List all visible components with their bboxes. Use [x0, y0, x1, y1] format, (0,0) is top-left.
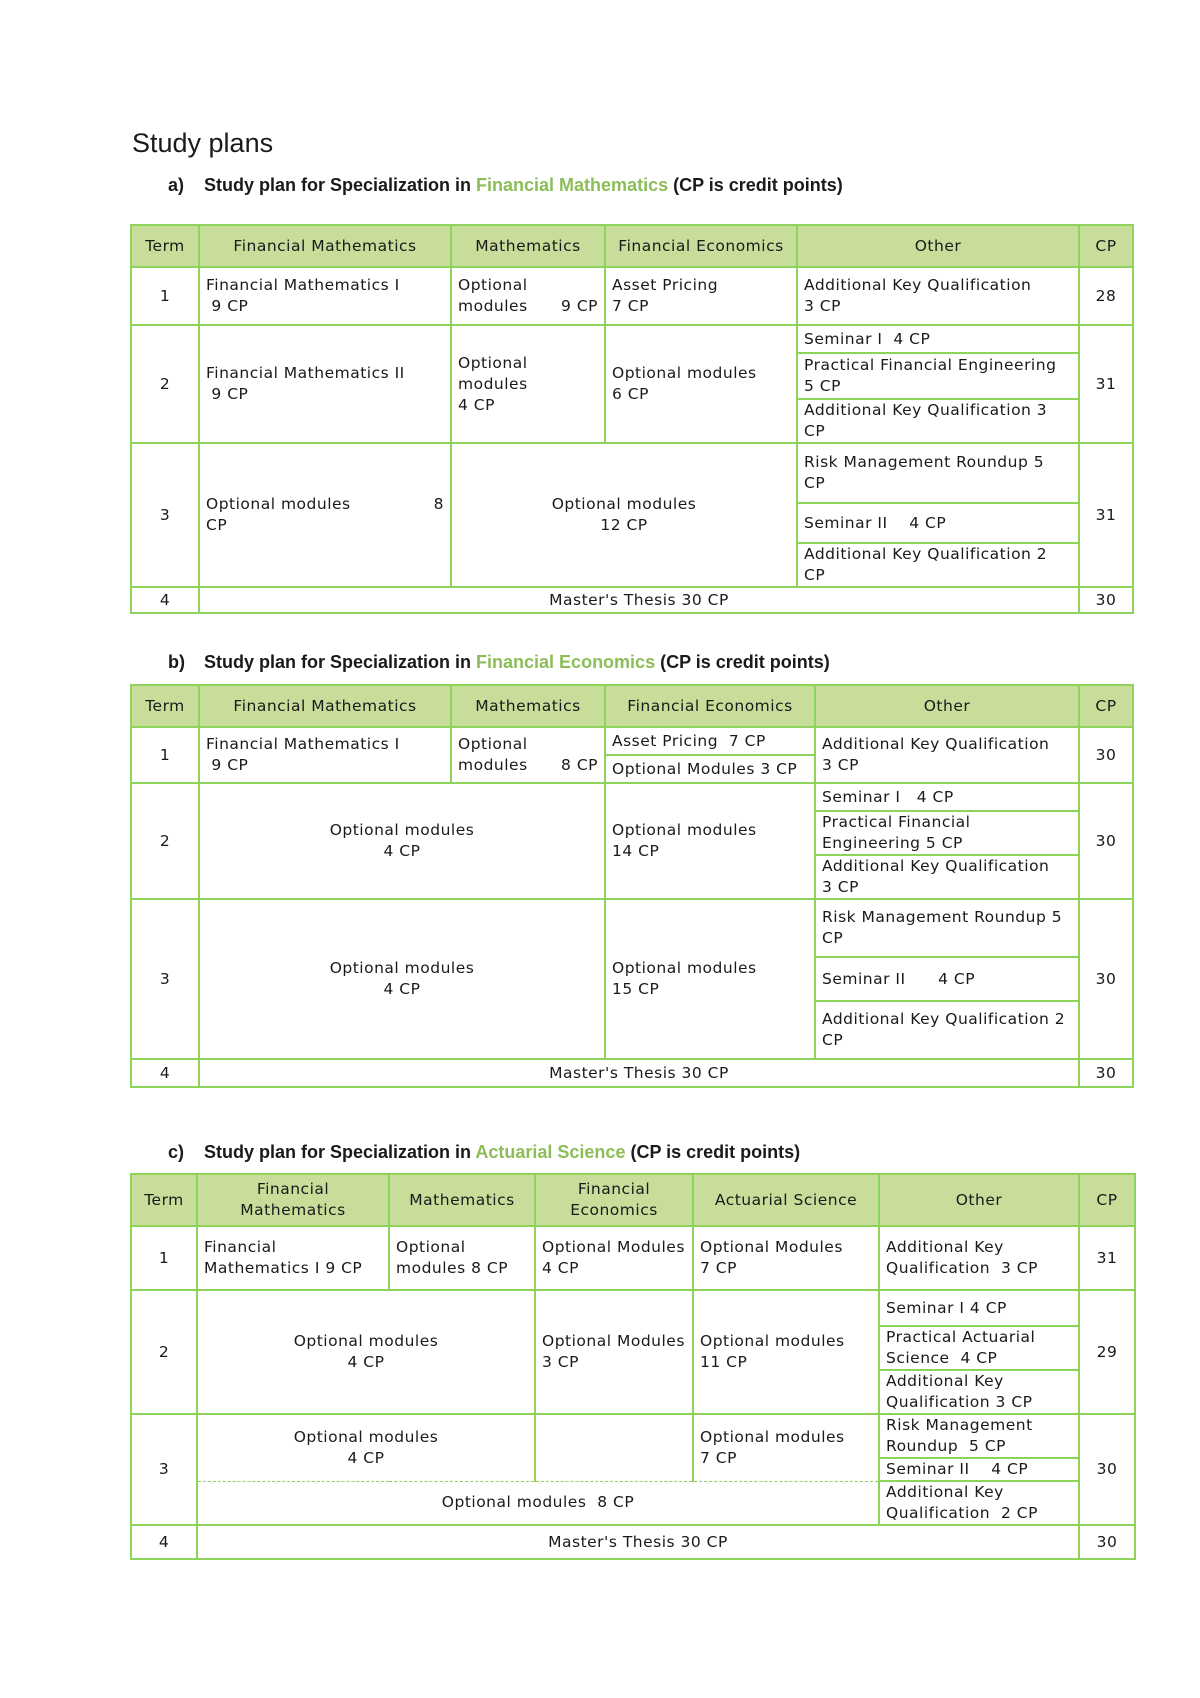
term-number: 2	[131, 1290, 197, 1414]
section-letter: c)	[168, 1142, 185, 1162]
study-plan-table-b	[130, 684, 1134, 1088]
cp-cell: 31	[1079, 443, 1133, 587]
cell-line: 7 CP	[700, 1259, 737, 1277]
header-cp: CP	[1079, 225, 1133, 267]
cell-line: Optional modules	[551, 495, 697, 513]
cell-line: Optional	[458, 353, 528, 372]
header-mathematics: Mathematics	[451, 685, 605, 727]
cell-line: Optional	[458, 735, 528, 753]
cell-line: Practical Financial	[822, 813, 971, 831]
cell-line: Risk Management Roundup 5	[822, 908, 1063, 926]
cell-line: Additional Key Qualification	[822, 857, 1050, 875]
cell-line: modules 8 CP	[396, 1259, 509, 1277]
cell-line: Financial Mathematics I	[206, 735, 400, 753]
cp-cell: 30	[1079, 899, 1133, 1059]
cell-line: Engineering 5 CP	[822, 834, 963, 852]
header-financial-economics	[535, 1174, 693, 1226]
merged-optional-cell	[199, 783, 605, 899]
header-row	[131, 225, 1133, 267]
cp-cell: 31	[1079, 325, 1133, 443]
term-number: 1	[131, 727, 199, 783]
term-row	[131, 1290, 1135, 1326]
cell-line: 9 CP	[206, 297, 249, 315]
cell-line: 9 CP	[206, 385, 249, 403]
header-row	[131, 685, 1133, 727]
term-number: 4	[131, 1525, 197, 1559]
fe-subcell: Optional Modules 3 CP	[605, 755, 815, 783]
cell-line: Risk Management	[886, 1416, 1033, 1434]
term-number: 4	[131, 1059, 199, 1087]
cell-line: Financial	[204, 1238, 277, 1256]
fe-empty-cell	[535, 1414, 693, 1481]
cp-cell: 29	[1079, 1290, 1135, 1414]
section-b-heading	[168, 652, 830, 673]
cell-line: Optional modules	[293, 1427, 439, 1446]
other-subcell	[815, 1001, 1079, 1059]
other-subcell	[879, 1414, 1079, 1458]
other-subcell	[879, 1481, 1079, 1525]
cell-line: 4 CP	[383, 980, 421, 998]
other-subcell	[879, 1370, 1079, 1414]
fe-subcell: Asset Pricing 7 CP	[605, 727, 815, 755]
fm-cell	[199, 267, 451, 325]
cell-line: Optional Modules	[700, 1238, 843, 1256]
cell-line: CP	[822, 929, 844, 947]
term-number: 1	[131, 267, 199, 325]
other-subcell	[797, 353, 1079, 399]
heading-suffix: (CP is credit points)	[668, 175, 843, 195]
cell-line: 4 CP	[347, 1448, 385, 1467]
section-letter: a)	[168, 175, 185, 195]
cell-line: Optional modules	[293, 1332, 439, 1350]
fm-cell	[199, 443, 451, 587]
header-line: Financial	[577, 1180, 651, 1198]
fe-cell	[605, 267, 797, 325]
cell-line: 3 CP	[822, 756, 859, 774]
cell-text: 8 CP	[561, 756, 598, 774]
cell-text: modules	[458, 297, 528, 315]
term-row	[131, 587, 1133, 613]
header-line: Mathematics	[240, 1201, 346, 1219]
other-cell	[879, 1226, 1079, 1290]
other-subcell	[797, 443, 1079, 503]
other-subcell	[815, 855, 1079, 899]
cell-line: 4 CP	[383, 842, 421, 860]
merged-optional-cell	[199, 899, 605, 1059]
term-number: 2	[131, 783, 199, 899]
other-subcell: Seminar I 4 CP	[815, 783, 1079, 811]
math-cell	[451, 325, 605, 443]
section-a-heading	[168, 175, 843, 196]
cell-text: 8	[433, 495, 444, 513]
cell-line: CP	[804, 474, 826, 492]
term-row	[131, 899, 1133, 957]
header-term: Term	[131, 1174, 197, 1226]
math-cell	[451, 727, 605, 783]
fe-cell	[605, 325, 797, 443]
heading-suffix: (CP is credit points)	[625, 1142, 801, 1162]
math-cell	[451, 267, 605, 325]
header-actuarial-science: Actuarial Science	[693, 1174, 879, 1226]
header-row	[131, 1174, 1135, 1226]
cell-line: 12 CP	[600, 516, 648, 534]
other-subcell	[815, 811, 1079, 855]
as-cell	[693, 1414, 879, 1481]
term-row	[131, 325, 1133, 353]
cell-line-split	[458, 755, 598, 776]
cp-cell: 30	[1079, 1414, 1135, 1525]
term-number: 2	[131, 325, 199, 443]
other-subcell: Additional Key Qualification 3 CP	[797, 399, 1079, 443]
header-other: Other	[815, 685, 1079, 727]
header-financial-economics: Financial Economics	[605, 685, 815, 727]
other-cell	[797, 267, 1079, 325]
header-financial-economics: Financial Economics	[605, 225, 797, 267]
header-other: Other	[797, 225, 1079, 267]
cell-line: 4 CP	[458, 395, 495, 414]
sub-row	[131, 1481, 1135, 1504]
cp-cell: 30	[1079, 587, 1133, 613]
cell-line: 4 CP	[542, 1259, 579, 1277]
cell-line: 3 CP	[542, 1353, 579, 1371]
other-subcell	[815, 899, 1079, 957]
header-mathematics: Mathematics	[389, 1174, 535, 1226]
cell-line: 3 CP	[804, 297, 841, 315]
fe-cell	[535, 1226, 693, 1290]
heading-suffix: (CP is credit points)	[655, 652, 830, 672]
cell-line: Qualification 3 CP	[886, 1259, 1038, 1277]
fe-cell	[535, 1290, 693, 1414]
other-subcell: Seminar II 4 CP	[879, 1458, 1079, 1481]
cell-line: CP	[822, 1031, 844, 1049]
merged-optional-cell	[197, 1290, 535, 1414]
term-number: 3	[131, 899, 199, 1059]
header-mathematics: Mathematics	[451, 225, 605, 267]
cell-text: Optional modules	[206, 495, 351, 513]
cell-line: Roundup 5 CP	[886, 1437, 1007, 1455]
math-cell	[389, 1226, 535, 1290]
cell-line: Optional modules	[612, 821, 757, 839]
cell-line: Additional Key	[886, 1238, 1004, 1256]
cell-line: Optional modules	[329, 959, 475, 977]
term-number: 3	[131, 443, 199, 587]
header-financial-mathematics: Financial Mathematics	[199, 225, 451, 267]
cell-line: Financial Mathematics I	[206, 276, 400, 294]
heading-highlight: Financial Economics	[476, 652, 656, 672]
fe-cell	[605, 899, 815, 1059]
term-row	[131, 267, 1133, 325]
cell-line: Optional	[458, 276, 528, 294]
header-financial-mathematics: Financial Mathematics	[199, 685, 451, 727]
cell-line: Qualification 2 CP	[886, 1504, 1038, 1522]
thesis-cell: Master's Thesis 30 CP	[199, 1059, 1079, 1087]
term-row	[131, 727, 1133, 755]
cell-line: Additional Key	[886, 1483, 1004, 1501]
as-cell	[693, 1290, 879, 1414]
cp-cell: 31	[1079, 1226, 1135, 1290]
fm-cell	[199, 727, 451, 783]
cp-cell: 28	[1079, 267, 1133, 325]
header-term: Term	[131, 225, 199, 267]
cell-line: Financial Mathematics II	[206, 364, 405, 382]
fm-cell	[197, 1226, 389, 1290]
cell-line-split	[206, 494, 444, 515]
other-subcell: Seminar I 4 CP	[797, 325, 1079, 353]
cell-line: Additional Key	[886, 1372, 1004, 1390]
term-row	[131, 1226, 1135, 1290]
thesis-cell: Master's Thesis 30 CP	[199, 587, 1079, 613]
cell-line: Additional Key Qualification	[804, 276, 1032, 294]
cell-line: Optional modules	[700, 1427, 845, 1446]
cell-line: Optional modules	[700, 1332, 845, 1350]
term-number: 1	[131, 1226, 197, 1290]
as-cell	[693, 1226, 879, 1290]
cell-text: 9 CP	[561, 297, 598, 315]
cell-line: Optional Modules	[542, 1332, 685, 1350]
heading-prefix: Study plan for Specialization in	[204, 175, 477, 195]
fe-cell	[605, 783, 815, 899]
cell-line: Mathematics I 9 CP	[204, 1259, 363, 1277]
cell-line: Risk Management Roundup 5	[804, 453, 1045, 471]
header-term: Term	[131, 685, 199, 727]
study-plan-table-c	[130, 1173, 1136, 1560]
header-financial-mathematics	[197, 1174, 389, 1226]
header-line: Financial	[256, 1180, 330, 1198]
heading-prefix: Study plan for Specialization in	[204, 652, 477, 672]
study-plan-table-a	[130, 224, 1134, 614]
cell-line: 15 CP	[612, 980, 660, 998]
cell-line: Asset Pricing	[612, 276, 719, 294]
section-letter: b)	[168, 652, 185, 672]
term-number: 4	[131, 587, 199, 613]
cp-cell: 30	[1079, 727, 1133, 783]
page-title: Study plans	[132, 128, 274, 158]
cell-line: 4 CP	[347, 1353, 385, 1371]
cp-cell: 30	[1079, 783, 1133, 899]
other-subcell: Seminar II 4 CP	[797, 503, 1079, 543]
heading-prefix: Study plan for Specialization in	[204, 1142, 476, 1162]
cell-line: Science 4 CP	[886, 1349, 998, 1367]
term-number: 3	[131, 1414, 197, 1525]
cell-line: 3 CP	[822, 878, 859, 896]
other-subcell	[879, 1326, 1079, 1370]
cell-line: Optional modules	[612, 364, 757, 382]
header-cp: CP	[1079, 1174, 1135, 1226]
cp-cell: 30	[1079, 1525, 1135, 1559]
cell-line: Optional modules	[329, 821, 475, 839]
cell-line: Additional Key Qualification 2	[822, 1010, 1066, 1028]
bottom-optional-cell: Optional modules 8 CP	[197, 1481, 879, 1525]
heading-highlight: Financial Mathematics	[476, 175, 669, 195]
thesis-cell: Master's Thesis 30 CP	[197, 1525, 1079, 1559]
cell-line: 6 CP	[612, 385, 649, 403]
merged-optional-cell	[451, 443, 797, 587]
cell-line: Optional Modules	[542, 1238, 685, 1256]
cell-line: 11 CP	[700, 1353, 748, 1371]
cell-line: 5 CP	[804, 377, 841, 395]
other-subcell: Additional Key Qualification 2 CP	[797, 543, 1079, 587]
header-cp: CP	[1079, 685, 1133, 727]
cell-line: Practical Financial Engineering	[804, 356, 1057, 374]
cell-line: CP	[206, 516, 228, 534]
other-cell	[815, 727, 1079, 783]
cell-line: Optional modules	[612, 959, 757, 977]
header-line: Economics	[570, 1201, 658, 1219]
cell-line: 7 CP	[700, 1448, 737, 1467]
cell-line-split	[458, 296, 598, 317]
cell-line: modules	[458, 374, 528, 393]
term-row	[131, 443, 1133, 503]
cell-line: Practical Actuarial	[886, 1328, 1036, 1346]
cell-line: Optional	[396, 1238, 466, 1256]
term-row	[131, 783, 1133, 811]
term-row	[131, 1525, 1135, 1559]
heading-highlight: Actuarial Science	[475, 1142, 626, 1162]
cell-line: 7 CP	[612, 297, 649, 315]
header-other: Other	[879, 1174, 1079, 1226]
merged-optional-cell	[197, 1414, 535, 1481]
cell-line: 9 CP	[206, 756, 249, 774]
other-subcell: Seminar II 4 CP	[815, 957, 1079, 1001]
cell-text: modules	[458, 756, 528, 774]
cell-line: Additional Key Qualification	[822, 735, 1050, 753]
cell-line: 14 CP	[612, 842, 660, 860]
cell-line: Qualification 3 CP	[886, 1393, 1033, 1411]
cp-cell: 30	[1079, 1059, 1133, 1087]
other-subcell: Seminar I 4 CP	[879, 1290, 1079, 1326]
section-c-heading	[168, 1142, 800, 1163]
term-row	[131, 1059, 1133, 1087]
fm-cell	[199, 325, 451, 443]
term-row	[131, 1414, 1135, 1458]
